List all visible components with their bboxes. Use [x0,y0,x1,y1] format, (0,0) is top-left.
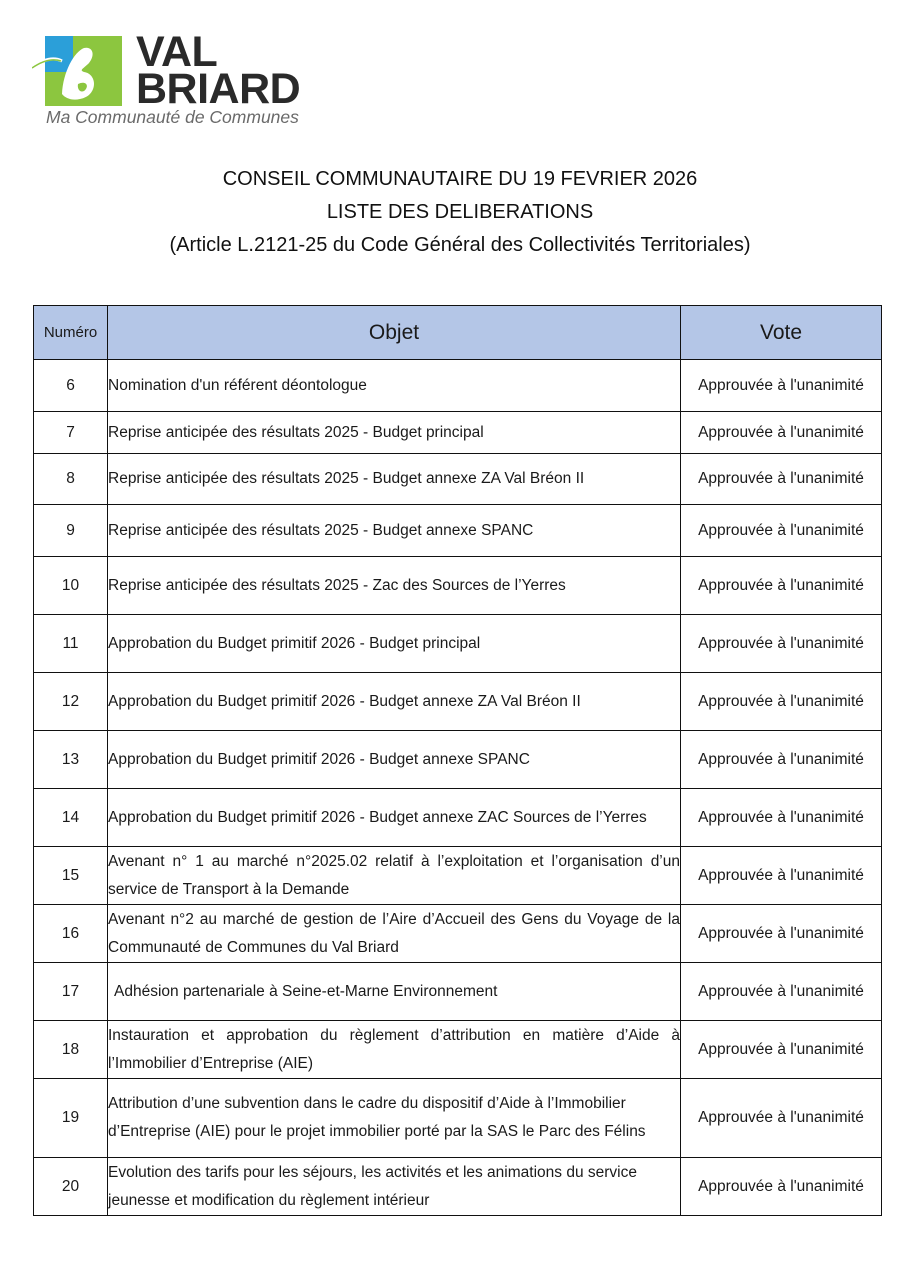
row-numero: 15 [34,847,108,905]
heading-subtitle: LISTE DES DELIBERATIONS [326,201,594,223]
row-vote: Approuvée à l'unanimité [681,454,882,505]
row-vote: Approuvée à l'unanimité [681,673,882,731]
row-objet: Evolution des tarifs pour les séjours, les activités et les animations du service jeunesse et modification du règlement intérieur [108,1158,681,1216]
row-objet: Approbation du Budget primitif 2026 - Budget annexe ZAC Sources de l’Yerres [108,789,681,847]
row-vote: Approuvée à l'unanimité [681,963,882,1021]
table-header-row [34,306,882,360]
row-vote: Approuvée à l'unanimité [681,731,882,789]
logo-name-line1: VAL [136,28,218,76]
row-vote: Approuvée à l'unanimité [681,1079,882,1158]
row-objet: Avenant n°2 au marché de gestion de l’Aire d’Accueil des Gens du Voyage de la Communauté de Communes du Val Briard [108,905,681,963]
logo-tagline: Ma Communauté de Communes [46,107,299,127]
row-numero: 20 [34,1158,108,1216]
table-row [34,1021,882,1079]
column-header-vote: Vote [681,306,882,360]
table-row [34,731,882,789]
row-numero: 18 [34,1021,108,1079]
row-objet: Attribution d’une subvention dans le cadre du dispositif d’Aide à l’Immobilier d’Entreprise (AIE) pour le projet immobilier porté par la SAS le Parc des Félins [108,1079,681,1158]
row-numero: 19 [34,1079,108,1158]
table-row [34,789,882,847]
row-objet: Approbation du Budget primitif 2026 - Budget annexe ZA Val Bréon II [108,673,681,731]
column-header-numero: Numéro [34,306,108,360]
table-row [34,615,882,673]
val-briard-logo [32,28,322,130]
row-vote: Approuvée à l'unanimité [681,505,882,557]
row-objet: Instauration et approbation du règlement d’attribution en matière d’Aide à l’Immobilier d’Entreprise (AIE) [108,1021,681,1079]
table-row [34,1158,882,1216]
row-numero: 11 [34,615,108,673]
row-numero: 7 [34,412,108,454]
row-numero: 16 [34,905,108,963]
heading-legal-reference: (Article L.2121-25 du Code Général des Collectivités Territoriales) [169,234,751,256]
row-numero: 6 [34,360,108,412]
table-row [34,360,882,412]
row-objet: Nomination d'un référent déontologue [108,360,681,412]
table-row [34,505,882,557]
row-vote: Approuvée à l'unanimité [681,615,882,673]
row-objet: Adhésion partenariale à Seine-et-Marne Environnement [108,963,681,1021]
row-vote: Approuvée à l'unanimité [681,789,882,847]
row-vote: Approuvée à l'unanimité [681,557,882,615]
row-numero: 10 [34,557,108,615]
row-objet: Reprise anticipée des résultats 2025 - Zac des Sources de l’Yerres [108,557,681,615]
table-row [34,673,882,731]
row-vote: Approuvée à l'unanimité [681,905,882,963]
table-row [34,412,882,454]
table-row [34,1079,882,1158]
table-row [34,454,882,505]
row-numero: 14 [34,789,108,847]
row-numero: 13 [34,731,108,789]
row-objet: Avenant n° 1 au marché n°2025.02 relatif à l’exploitation et l’organisation d’un service de Transport à la Demande [108,847,681,905]
row-numero: 8 [34,454,108,505]
table-row [34,963,882,1021]
row-objet: Reprise anticipée des résultats 2025 - Budget principal [108,412,681,454]
table-row [34,905,882,963]
heading-title: CONSEIL COMMUNAUTAIRE DU 19 FEVRIER 2026 [222,168,698,190]
logo-wordmark [136,28,301,113]
row-objet: Approbation du Budget primitif 2026 - Budget annexe SPANC [108,731,681,789]
document-heading [0,163,900,262]
row-objet: Reprise anticipée des résultats 2025 - Budget annexe ZA Val Bréon II [108,454,681,505]
row-numero: 17 [34,963,108,1021]
logo-name-line2: BRIARD [136,65,301,113]
column-header-objet: Objet [108,306,681,360]
table-row [34,557,882,615]
row-objet: Approbation du Budget primitif 2026 - Budget principal [108,615,681,673]
row-vote: Approuvée à l'unanimité [681,412,882,454]
row-vote: Approuvée à l'unanimité [681,360,882,412]
row-numero: 9 [34,505,108,557]
val-briard-logo-mark-icon [32,34,127,109]
row-objet: Reprise anticipée des résultats 2025 - Budget annexe SPANC [108,505,681,557]
table-row [34,847,882,905]
deliberations-table [33,305,882,1216]
row-vote: Approuvée à l'unanimité [681,1158,882,1216]
row-vote: Approuvée à l'unanimité [681,847,882,905]
row-numero: 12 [34,673,108,731]
row-vote: Approuvée à l'unanimité [681,1021,882,1079]
